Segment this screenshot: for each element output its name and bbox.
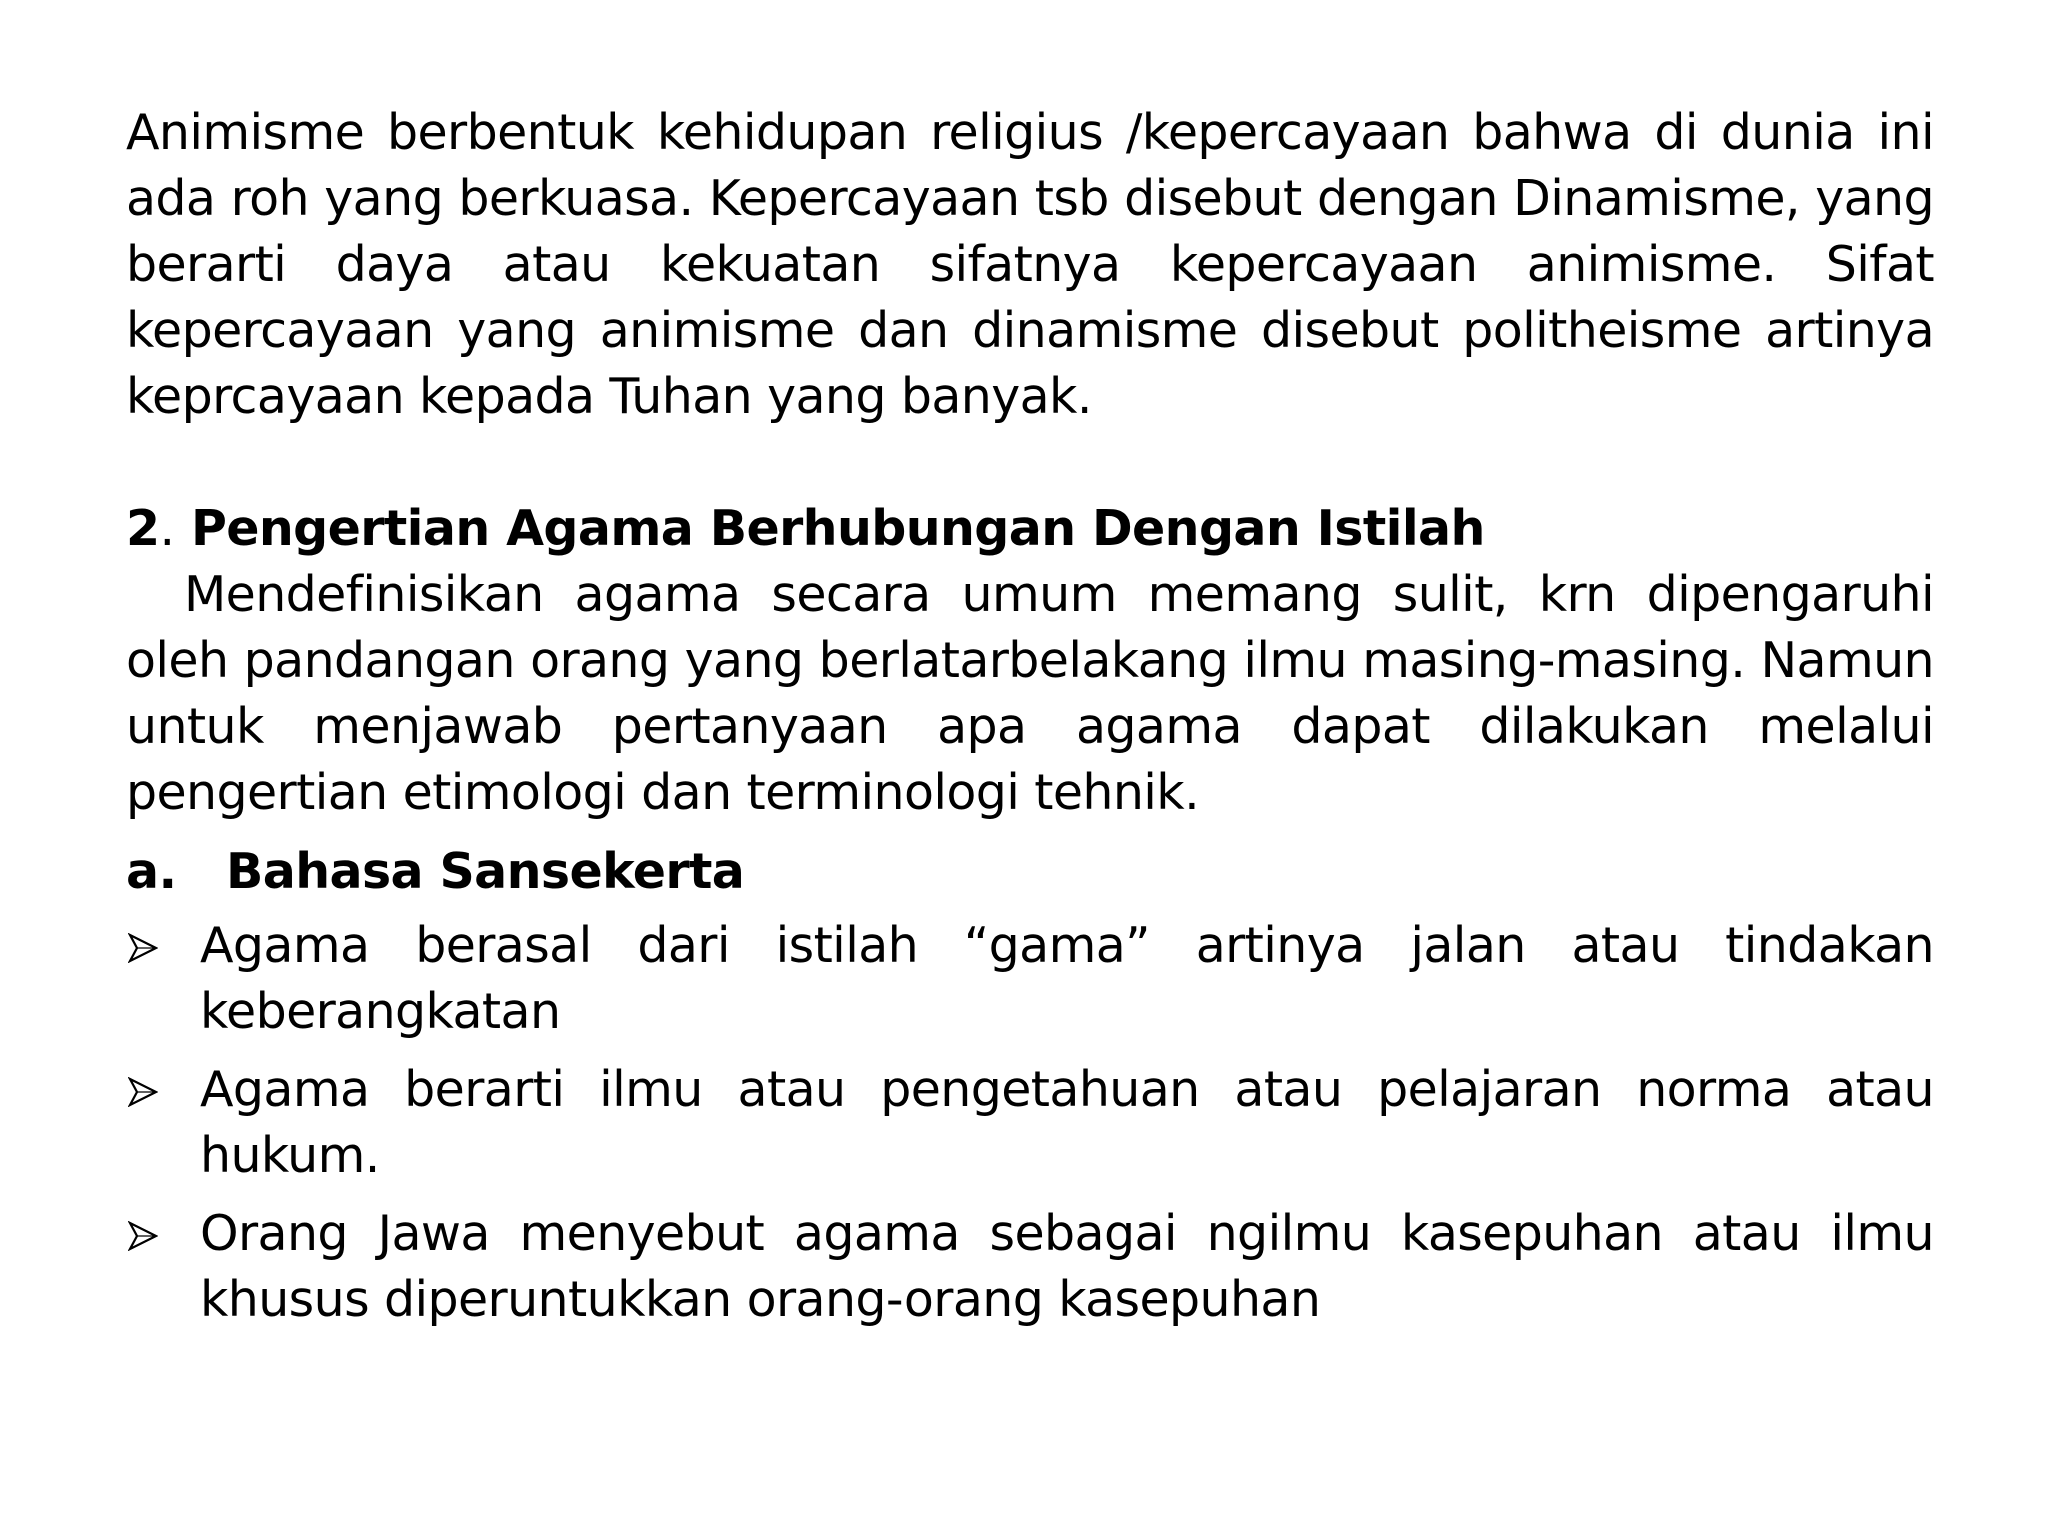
section-heading: [126, 496, 1934, 562]
list-item: [126, 1201, 1934, 1333]
subsection-marker: a.: [126, 843, 177, 900]
subsection-heading: [126, 839, 1934, 905]
bullet-text: Orang Jawa menyebut agama sebagai ngilmu kasepuhan atau ilmu khusus diperuntukkan orang-orang kasepuhan: [200, 1205, 1934, 1328]
section-paragraph: Mendefinisikan agama secara umum memang sulit, krn dipengaruhi oleh pandangan orang yang berlatarbelakang ilmu masing-masing. Namun untuk menjawab pertanyaan apa agama dapat dilakukan melalui pengertian etimologi dan terminologi tehnik.: [126, 566, 1934, 821]
intro-paragraph: Animisme berbentuk kehidupan religius /kepercayaan bahwa di dunia ini ada roh yang berkuasa. Kepercayaan tsb disebut dengan Dinamisme, yang berarti daya atau kekuatan sifatnya kepercayaan animisme. Sifat kepercayaan yang animisme dan dinamisme disebut politheisme artinya keprcayaan kepada Tuhan yang banyak.: [126, 104, 1934, 425]
section-separator: .: [159, 500, 175, 557]
bullet-list: [126, 913, 1934, 1333]
slide-content: [126, 100, 1934, 1345]
section-title: Pengertian Agama Berhubungan Dengan Istilah: [174, 500, 1485, 557]
subsection-title: Bahasa Sansekerta: [226, 843, 745, 900]
list-item: [126, 913, 1934, 1045]
list-item: [126, 1057, 1934, 1189]
arrow-bullet-icon: [128, 933, 158, 963]
bullet-text: Agama berarti ilmu atau pengetahuan atau pelajaran norma atau hukum.: [200, 1061, 1934, 1184]
arrow-bullet-icon: [128, 1077, 158, 1107]
bullet-text: Agama berasal dari istilah “gama” artinya jalan atau tindakan keberangkatan: [200, 917, 1934, 1040]
arrow-bullet-icon: [128, 1221, 158, 1251]
section-number: 2: [126, 500, 160, 557]
